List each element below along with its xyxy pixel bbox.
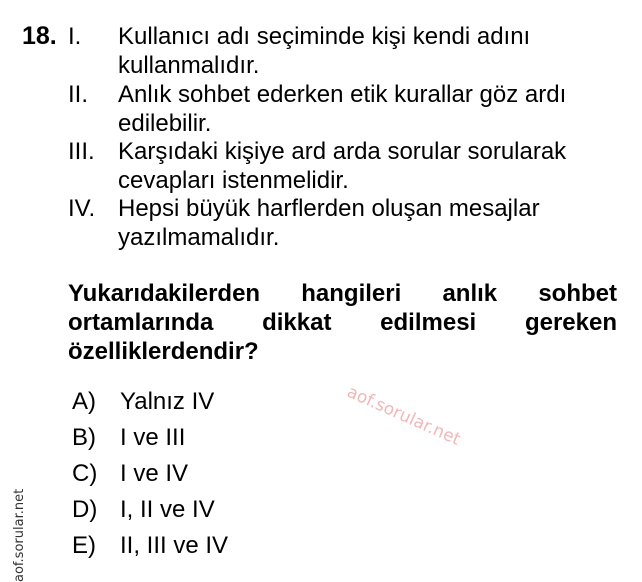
statement-text: Anlık sohbet ederken etik kurallar göz ardı edilebilir. bbox=[118, 81, 567, 137]
option-text: Yalnız IV bbox=[120, 388, 215, 415]
option-text: II, III ve IV bbox=[120, 532, 229, 559]
statement-text: Kullanıcı adı seçiminde kişi kendi adını kullanmalıdır. bbox=[118, 23, 531, 79]
statement-numeral: II. bbox=[68, 81, 89, 108]
question-number: 18. bbox=[22, 22, 57, 50]
watermark-center: aof.sorular.net bbox=[343, 382, 464, 450]
statement-text: Karşıdaki kişiye ard arda sorular sorularak cevapları istenmelidir. bbox=[118, 138, 567, 194]
statement-numeral: IV. bbox=[68, 195, 96, 222]
option-letter: B) bbox=[72, 424, 96, 451]
option-text: I, II ve IV bbox=[120, 496, 215, 523]
statement-text: Hepsi büyük harflerden oluşan mesajlar yazılmamalıdır. bbox=[118, 195, 540, 251]
option-text: I ve IV bbox=[120, 460, 189, 487]
option-letter: A) bbox=[72, 388, 96, 415]
option-letter: D) bbox=[72, 496, 98, 523]
option-text: I ve III bbox=[120, 424, 186, 451]
option-letter: E) bbox=[72, 532, 96, 559]
watermark-side: aof.sorular.net bbox=[12, 488, 27, 582]
statement-numeral: I. bbox=[68, 23, 82, 50]
statement-numeral: III. bbox=[68, 138, 95, 165]
option-letter: C) bbox=[72, 460, 98, 487]
question-stem: Yukarıdakilerden hangileri anlık sohbet ortamlarında dikkat edilmesi gereken özelliklerdendir? bbox=[68, 280, 617, 365]
